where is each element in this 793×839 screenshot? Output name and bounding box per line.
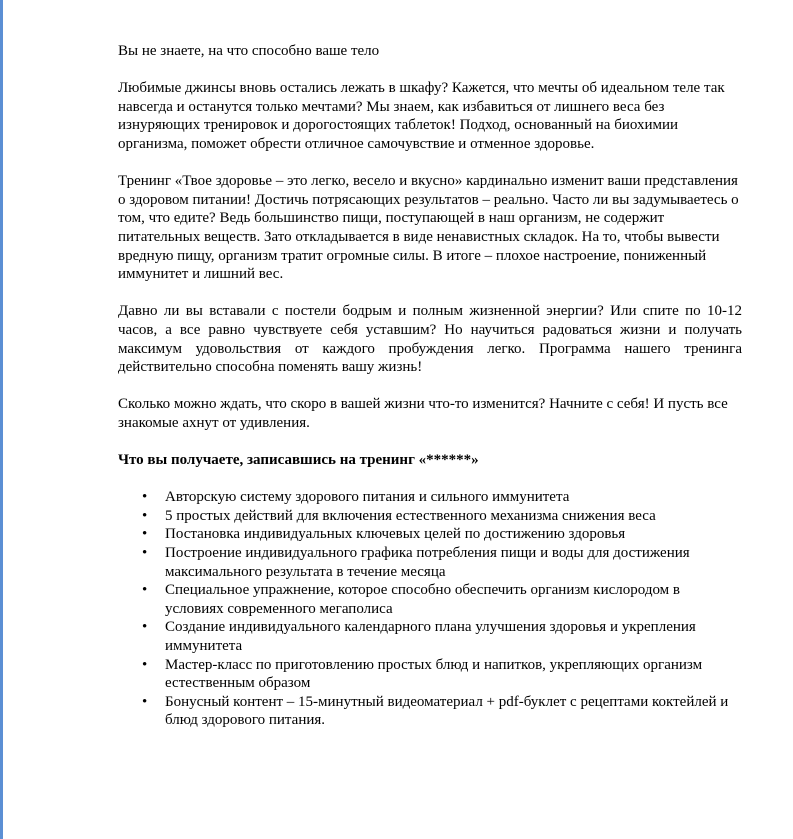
bullet-icon: •: [142, 656, 148, 673]
list-item-text: Авторскую систему здорового питания и сильного иммунитета: [165, 489, 570, 506]
paragraph-intro: Любимые джинсы вновь остались лежать в шкафу? Кажется, что мечты об идеальном теле так навсегда и останутся только мечтами? Мы знаем, как избавиться от лишнего веса без изнуряющих тренировок и дорогостоящих таблеток! Подход, основанный на биохимии организма, поможет обрести отличное самочувствие и отменное здоровье.: [118, 80, 725, 152]
list-item: [142, 488, 742, 507]
bullet-icon: •: [142, 489, 148, 506]
bullet-icon: •: [142, 545, 148, 562]
paragraph-training: Тренинг «Твое здоровье – это легко, весело и вкусно» кардинально изменит ваши представления о здоровом питании! Достичь потрясающих результатов – реально. Часто ли вы задумываетесь о том, что едите? Ведь большинство пищи, поступающей в наш организм, не содержит питательных веществ. Зато откладывается в виде ненавистных складок. На то, чтобы вывести вредную пищу, организм тратит огромные силы. В итоге – плохое настроение, пониженный иммунитет и лишний вес.: [118, 173, 739, 283]
window-left-edge: [0, 0, 3, 839]
list-item: [142, 693, 742, 730]
list-item-text: Бонусный контент – 15-минутный видеоматериал + pdf-буклет с рецептами коктейлей и блюд здорового питания.: [165, 693, 729, 729]
bullet-icon: •: [142, 619, 148, 636]
list-heading: Что вы получаете, записавшись на тренинг «******»: [118, 452, 479, 469]
list-item-text: 5 простых действий для включения естественного механизма снижения веса: [165, 507, 656, 524]
list-item-text: Специальное упражнение, которое способно обеспечить организм кислородом в условиях современного мегаполиса: [165, 582, 680, 617]
list-item: [142, 507, 742, 526]
bullet-icon: •: [142, 507, 148, 524]
list-item: [142, 656, 742, 693]
list-item-text: Мастер-класс по приготовлению простых блюд и напитков, укрепляющих организм естественным образом: [165, 656, 703, 692]
paragraph-energy: Давно ли вы вставали с постели бодрым и полным жизненной энергии? Или спите по 10-12 часов, а все равно чувствуете себя уставшим? Но научиться радоваться жизни и получать максимум удовольствия от каждого пробуждения легко. Программа нашего тренинга действительно способна поменять вашу жизнь!: [118, 303, 742, 376]
bullet-icon: •: [142, 693, 148, 710]
benefits-list: [118, 488, 742, 730]
list-item-text: Построение индивидуального графика потребления пищи и воды для достижения максимального результата в течение месяца: [165, 545, 690, 580]
list-item-text: Создание индивидуального календарного плана улучшения здоровья и укрепления иммунитета: [165, 619, 696, 654]
document-title: Вы не знаете, на что способно ваше тело: [118, 43, 380, 59]
bullet-icon: •: [142, 582, 148, 599]
list-item: [142, 544, 742, 581]
document-body[interactable]: [118, 42, 742, 730]
list-item: [142, 618, 742, 655]
list-item: [142, 525, 742, 544]
list-item: [142, 581, 742, 618]
list-item-text: Постановка индивидуальных ключевых целей по достижению здоровья: [165, 526, 626, 543]
bullet-icon: •: [142, 526, 148, 543]
paragraph-call-to-action: Сколько можно ждать, что скоро в вашей жизни что-то изменится? Начните с себя! И пусть все знакомые ахнут от удивления.: [118, 396, 728, 431]
